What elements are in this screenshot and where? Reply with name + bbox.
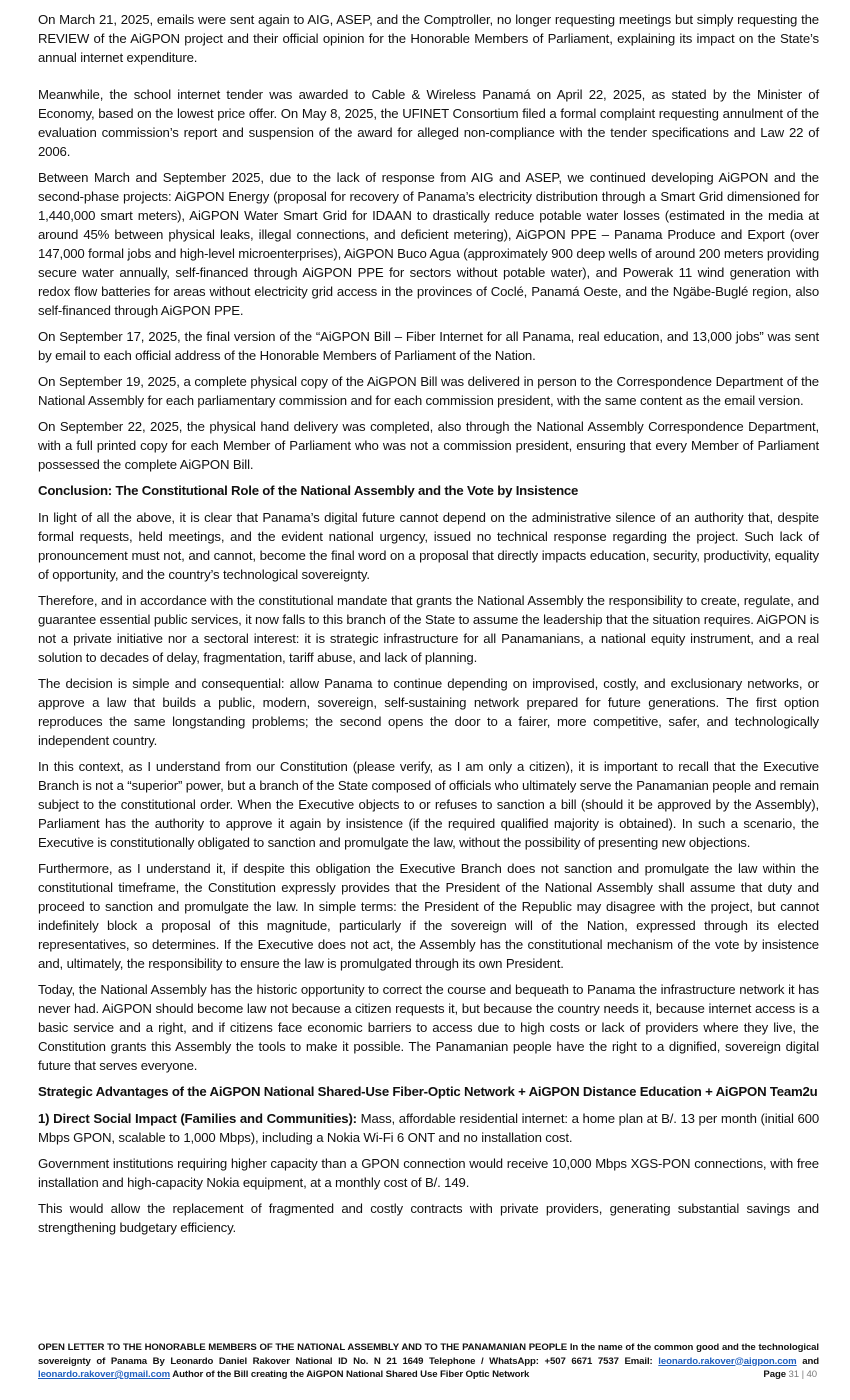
paragraph-second-phase-projects: Between March and September 2025, due to the lack of response from AIG and ASEP, we continued developing AiGPON and the second-phase projects: AiGPON Energy (proposal for recovery of Panama’s electricity distribution through a Smart Grid dimensioned for 1,440,000 smart meters), AiGPON Water Smart Grid for IDAAN to drastically reduce potable water losses (estimated in the media at around 45% between physical leaks, illegal connections, and deficient metering), AiGPON PPE – Panama Produce and Export (over 147,000 formal jobs and high-level microenterprises), AiGPON Buco Agua (approximately 900 deep wells of around 200 meters providing secure water annually, self-financed through AiGPON PPE for sectors without potable water), and Powerak 11 wind generation with redox flow batteries for areas without electricity grid access in the provinces of Coclé, Panamá Oeste, and the Ngäbe-Buglé region, also self-financed through AiGPON PPE. — [38, 170, 819, 318]
footer-text-author: Author of the Bill creating the AiGPON National Shared Use Fiber Optic Network — [170, 1369, 530, 1380]
paragraph-sept19-delivery: On September 19, 2025, a complete physical copy of the AiGPON Bill was delivered in person to the Correspondence Department of the National Assembly for each parliamentary commission and for each commission president, with the same content as the email version. — [38, 374, 819, 408]
paragraph-digital-future: In light of all the above, it is clear that Panama’s digital future cannot depend on the administrative silence of an authority that, despite formal requests, held meetings, and the evident national urgency, issued no technical response regarding the project. Such lack of pronouncement must not, and cannot, become the final word on a proposal that directly impacts education, security, productivity, equality of opportunity, and the country’s technological sovereignty. — [38, 510, 819, 582]
social-impact-lead: 1) Direct Social Impact (Families and Communities): — [38, 1111, 357, 1126]
paragraph-executive-branch: In this context, as I understand from our Constitution (please verify, as I am only a citizen), it is important to recall that the Executive Branch is not a “superior” power, but a branch of the State composed of officials who ultimately serve the Panamanian people and remain subject to the constitutional order. When the Executive objects to or refuses to sanction a bill (should it be approved by the Assembly), Parliament has the authority to approve it again by insistence (if the required qualified majority is obtained). In such a scenario, the Executive is constitutionally obligated to sanction and promulgate the law, without the possibility of presenting new objections. — [38, 759, 819, 850]
paragraph-budget-efficiency: This would allow the replacement of fragmented and costly contracts with private providers, generating substantial savings and strengthening budgetary efficiency. — [38, 1201, 819, 1235]
paragraph-decision: The decision is simple and consequential: allow Panama to continue depending on improvised, costly, and exclusionary networks, or approve a law that builds a public, modern, sovereign, self-sustaining network prepared for future generations. The first option reproduces the same longstanding problems; the second opens the door to a fairer, more competitive, safer, and technologically independent country. — [38, 676, 819, 748]
paragraph-historic-opportunity: Today, the National Assembly has the historic opportunity to correct the course and bequeath to Panama the infrastructure network it has never had. AiGPON should become law not because a citizen requests it, but because the country needs it, because internet access is a basic service and a right, and if citizens face economic barriers to access due to high costs or lack of providers where they live, the Constitution grants this Assembly the tools to make it possible. The Panamanian people have the right to a dignified, sovereign digital future that serves everyone. — [38, 982, 819, 1073]
page-footer — [38, 1341, 819, 1382]
heading-conclusion: Conclusion: The Constitutional Role of the National Assembly and the Vote by Insistence — [38, 483, 579, 498]
paragraph-sept22-delivery: On September 22, 2025, the physical hand delivery was completed, also through the National Assembly Correspondence Department, with a full printed copy for each Member of Parliament who was not a commission president, ensuring that every Member of Parliament possessed the complete AiGPON Bill. — [38, 419, 819, 472]
paragraph-assembly-president: Furthermore, as I understand it, if despite this obligation the Executive Branch does not sanction and promulgate the law within the constitutional timeframe, the Constitution expressly provides that the President of the National Assembly shall assume that duty and proceed to sanction and promulgate the law. In simple terms: the President of the Republic may disagree with the project, but cannot indefinitely block a proposal of this magnitude, particularly if the sovereign will of the Nation, expressed through its elected representatives, so determines. If the Executive does not act, the Assembly has the constitutional mechanism of the vote by insistence and, ultimately, the responsibility to ensure the law is promulgated through its own President. — [38, 861, 819, 971]
heading-strategic-advantages: Strategic Advantages of the AiGPON National Shared-Use Fiber-Optic Network + AiGPON Distance Education + AiGPON Team2u — [38, 1084, 818, 1099]
paragraph-government-institutions: Government institutions requiring higher capacity than a GPON connection would receive 10,000 Mbps XGS-PON connections, with free installation and high-capacity Nokia equipment, at a monthly cost of B/. 149. — [38, 1156, 819, 1190]
paragraph-social-impact — [38, 1109, 819, 1147]
page-number: 31 | 40 — [788, 1369, 817, 1380]
paragraph-constitutional-mandate: Therefore, and in accordance with the constitutional mandate that grants the National Assembly the responsibility to create, regulate, and guarantee essential public services, it now falls to this branch of the State to assume the leadership that the situation requires. AiGPON is not a private initiative nor a sectoral interest: it is strategic infrastructure for all Panamanians, a national equity instrument, and a real solution to decades of delay, fragmentation, tariff abuse, and lack of planning. — [38, 593, 819, 665]
footer-text-intro: OPEN LETTER TO THE HONORABLE MEMBERS OF THE NATIONAL ASSEMBLY AND TO THE PANAMANIAN PEOPLE In the name of the common good and the technological sovereignty of Panama By Leonardo Daniel Rakover National ID No. N 21 1649 Telephone / WhatsApp: +507 6671 7537 Email: — [38, 1342, 819, 1367]
email-link-gmail[interactable]: leonardo.rakover@gmail.com — [38, 1369, 171, 1380]
email-link-aigpon[interactable]: leonardo.rakover@aigpon.com — [658, 1355, 797, 1367]
page-indicator — [763, 1368, 817, 1382]
document-page — [38, 10, 819, 1244]
social-impact-body: Mass, affordable residential internet: a home plan at B/. 13 per month (initial 600 Mbps GPON, scalable to 1,000 Mbps), including a Nokia Wi-Fi 6 ONT and no installation cost. — [38, 1111, 820, 1145]
paragraph-school-tender: Meanwhile, the school internet tender was awarded to Cable & Wireless Panamá on April 22, 2025, as stated by the Minister of Economy, based on the lowest price offer. On May 8, 2025, the UFINET Consortium filed a formal complaint requesting annulment of the evaluation commission’s report and suspension of the award for alleged non-compliance with the tender specifications and Law 22 of 2006. — [38, 87, 819, 159]
page-label: Page — [763, 1369, 789, 1380]
paragraph-sept17-email: On September 17, 2025, the final version of the “AiGPON Bill – Fiber Internet for all Panama, real education, and 13,000 jobs” was sent by email to each official address of the Honorable Members of Parliament of the Nation. — [38, 329, 819, 363]
paragraph-march-emails: On March 21, 2025, emails were sent again to AIG, ASEP, and the Comptroller, no longer requesting meetings but simply requesting the REVIEW of the AiGPON project and their official opinion for the Honorable Members of Parliament, explaining its impact on the State’s annual internet expenditure. — [38, 12, 819, 65]
footer-and: and — [796, 1355, 819, 1367]
